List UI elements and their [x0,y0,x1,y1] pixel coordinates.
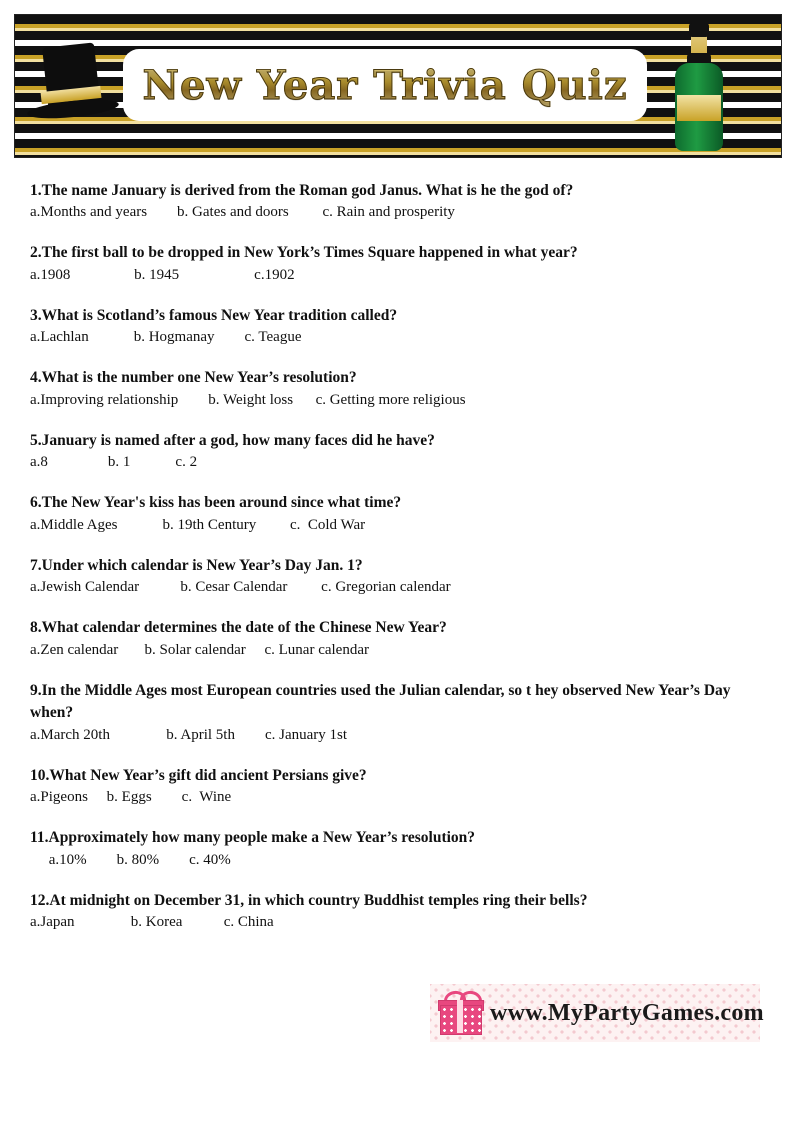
answer-options: a.Japan b. Korea c. China [30,914,274,931]
question-text: 8.What calendar determines the date of the Chinese New Year? [30,619,447,637]
question-text: 11.Approximately how many people make a New Year’s resolution? [30,829,476,847]
site-logo[interactable] [430,984,764,1042]
question-block [30,305,764,346]
question-text: 2.The first ball to be dropped in New York’s Times Square happened in what year? [30,244,578,262]
answer-options: a.Zen calendar b. Solar calendar c. Lunar calendar [30,641,369,658]
question-block [30,617,764,658]
question-text: 9.In the Middle Ages most European countries used the Julian calendar, so t hey observed New Year’s Day when? [30,681,731,722]
question-block [30,890,764,931]
answer-options: a.Pigeons b. Eggs c. Wine [30,789,232,806]
question-text: 5.January is named after a god, how many faces did he have? [30,431,435,449]
question-block [30,367,764,408]
answer-options: a.Improving relationship b. Weight loss c. Getting more religious [30,391,466,408]
question-text: 7.Under which calendar is New Year’s Day Jan. 1? [30,556,363,574]
question-block [30,765,764,806]
title-plate [125,51,645,119]
answer-options: a.10% b. 80% c. 40% [30,851,231,868]
champagne-bottle-icon [667,23,731,153]
question-text: 4.What is the number one New Year’s resolution? [30,369,357,387]
answer-options: a.Months and years b. Gates and doors c. Rain and prosperity [30,204,455,221]
question-text: 6.The New Year's kiss has been around since what time? [30,494,402,512]
question-text: 10.What New Year’s gift did ancient Persians give? [30,766,367,784]
top-hat-icon [25,45,121,141]
question-block [30,242,764,283]
gift-box-icon [438,991,482,1035]
question-block [30,680,764,744]
questions-list [30,180,764,952]
answer-options: a.8 b. 1 c. 2 [30,454,198,471]
answer-options: a.1908 b. 1945 c.1902 [30,266,295,283]
question-text: 12.At midnight on December 31, in which country Buddhist temples ring their bells? [30,891,588,909]
answer-options: a.Lachlan b. Hogmanay c. Teague [30,329,302,346]
header-banner [14,14,782,158]
page-title: New Year Trivia Quiz [142,61,628,109]
question-block [30,827,764,868]
answer-options: a.Middle Ages b. 19th Century c. Cold War [30,516,366,533]
answer-options: a.March 20th b. April 5th c. January 1st [30,726,348,743]
answer-options: a.Jewish Calendar b. Cesar Calendar c. Gregorian calendar [30,579,451,596]
question-block [30,430,764,471]
question-block [30,555,764,596]
site-logo-text: www.MyPartyGames.com [490,999,764,1026]
question-text: 1.The name January is derived from the Roman god Janus. What is he the god of? [30,182,574,199]
question-text: 3.What is Scotland’s famous New Year tradition called? [30,306,398,324]
question-block [30,180,764,221]
question-block [30,492,764,533]
